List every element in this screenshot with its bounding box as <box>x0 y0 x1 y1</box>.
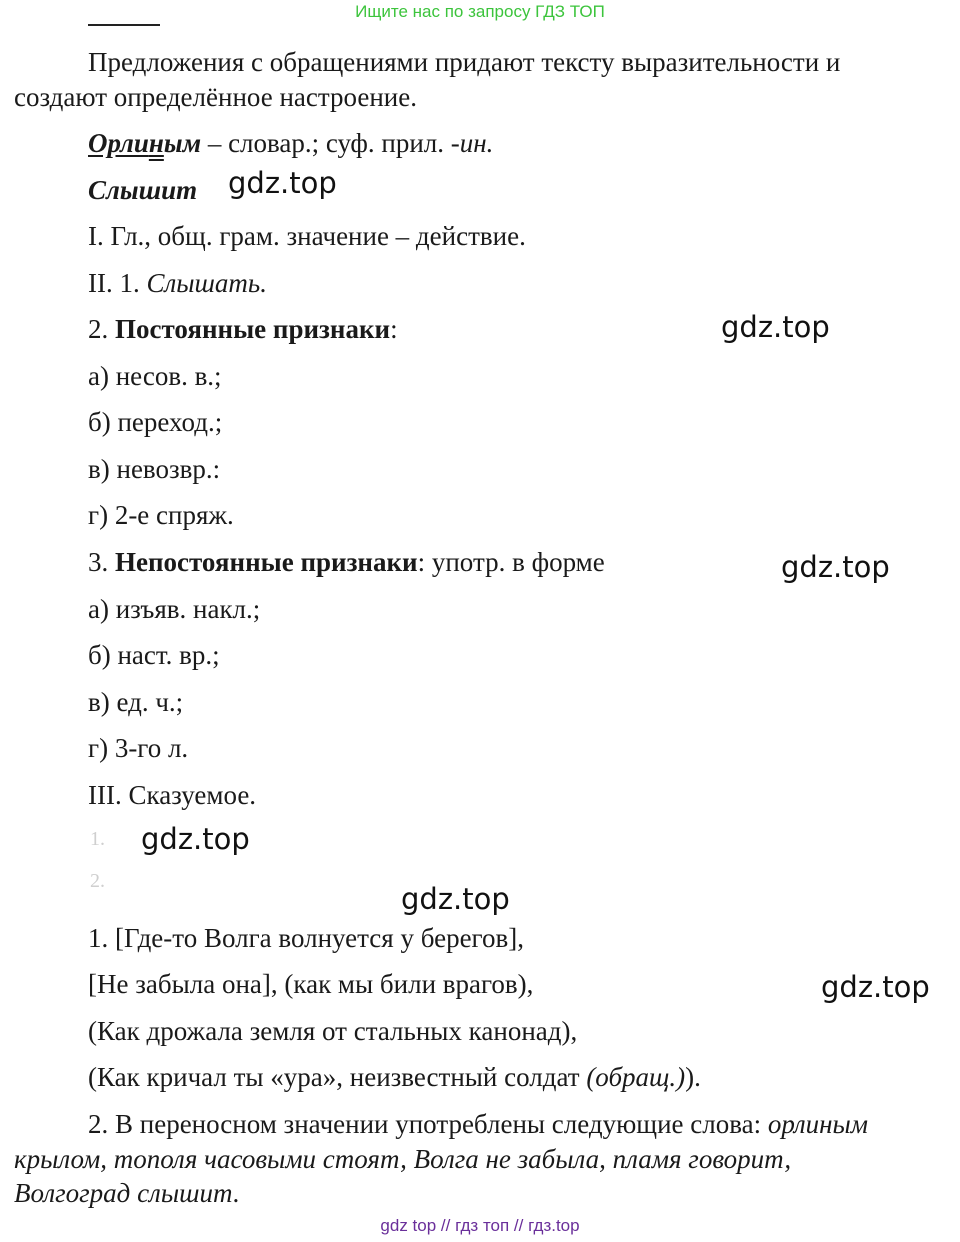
variable-features-heading <box>88 545 605 579</box>
search-hint-banner: Ищите нас по запросу ГДЗ ТОП <box>355 2 605 21</box>
variable-feature-item: в) ед. ч.; <box>88 687 184 717</box>
intro-line-1: Предложения с обращениями придают тексту выразительности и <box>88 47 841 77</box>
constant-feature-item: г) 2-е спряж. <box>88 500 234 530</box>
conclusion-lead: 2. В переносном значении употреблены следующие слова: <box>88 1109 768 1139</box>
constant-features-label: Постоянные признаки <box>115 314 391 344</box>
poem-line-2: [Не забыла она], (как мы били врагов), <box>88 969 534 999</box>
parse-part-2-infinitive <box>88 266 267 300</box>
poem-line-4-main: (Как кричал ты «ура», неизвестный солдат <box>88 1062 587 1092</box>
word-orlinym-root: Орли <box>88 128 149 158</box>
figurative-phrase: Волгоград слышит <box>14 1178 233 1208</box>
constant-features-num: 2. <box>88 314 115 344</box>
conclusion-line-3 <box>14 1176 239 1210</box>
constant-feature-item: б) переход.; <box>88 407 223 437</box>
variable-feature-item: а) изъяв. накл.; <box>88 594 261 624</box>
variable-features-label: Непостоянные признаки <box>115 547 418 577</box>
conclusion-end: . <box>232 1178 240 1208</box>
parse-part-2-prefix: II. 1. <box>88 268 147 298</box>
faint-number: 1. <box>90 828 105 850</box>
parse-part-3: III. Сказуемое. <box>88 780 257 810</box>
constant-features-heading <box>88 312 398 346</box>
poem-line-3: (Как дрожала земля от стальных канонад), <box>88 1016 578 1046</box>
word-orlinym-entry <box>88 126 493 160</box>
blank-underline <box>88 24 160 26</box>
poem-line-4-end: ). <box>685 1062 701 1092</box>
variable-features-num: 3. <box>88 547 115 577</box>
poem-line-1: 1. [Где-то Волга волнуется у берегов], <box>88 923 524 953</box>
variable-feature-item: б) наст. вр.; <box>88 640 220 670</box>
conclusion-line-2: крылом, тополя часовыми стоят, Волга не забыла, пламя говорит, <box>14 1144 792 1174</box>
figurative-word: орлиным <box>767 1109 869 1139</box>
constant-feature-item: в) невозвр.: <box>88 454 221 484</box>
constant-feature-item: а) несов. в.; <box>88 361 222 391</box>
word-orlinym-suffix: -ин. <box>450 128 494 158</box>
watermark: gdz.top <box>228 166 337 200</box>
intro-line-2: создают определённое настроение. <box>14 82 417 112</box>
poem-line-4 <box>88 1060 701 1094</box>
variable-feature-item: г) 3-го л. <box>88 733 189 763</box>
watermark: gdz.top <box>821 970 930 1004</box>
constant-features-colon: : <box>390 314 398 344</box>
infinitive-form: Слышать. <box>146 268 267 298</box>
watermark: gdz.top <box>401 882 510 916</box>
watermark: gdz.top <box>781 550 890 584</box>
parse-part-1: I. Гл., общ. грам. значение – действие. <box>88 221 526 251</box>
conclusion-line-1 <box>88 1107 868 1141</box>
faint-number: 2. <box>90 870 105 892</box>
word-orlinym-n: н <box>148 128 164 158</box>
address-mark: (обращ.) <box>586 1062 686 1092</box>
word-orlinym-ending: ым <box>163 128 202 158</box>
watermark: gdz.top <box>141 822 250 856</box>
watermark: gdz.top <box>721 310 830 344</box>
footer-links[interactable]: gdz top // гдз топ // гдз.top <box>380 1216 580 1235</box>
variable-features-rest: : употр. в форме <box>417 547 605 577</box>
parse-word-title: Слышит <box>88 175 198 205</box>
word-orlinym-desc: – словар.; суф. прил. <box>201 128 451 158</box>
